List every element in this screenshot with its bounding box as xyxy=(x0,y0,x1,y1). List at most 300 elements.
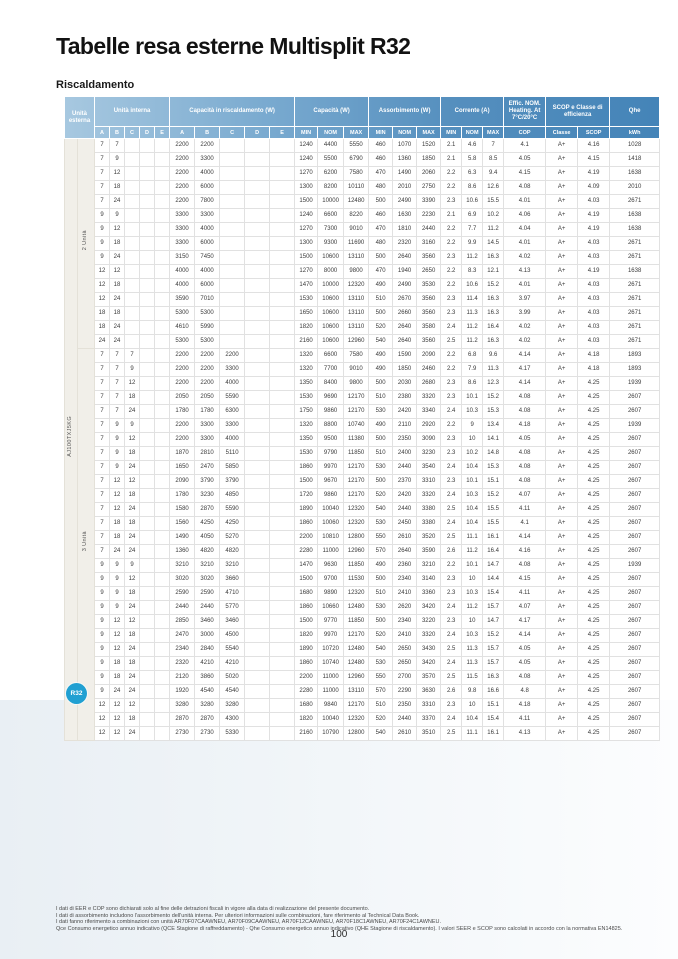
scop-value: 4.03 xyxy=(578,237,610,251)
capacity-value: 12320 xyxy=(344,517,369,531)
heating-capacity-value: 3280 xyxy=(170,699,195,713)
indoor-unit-size: 12 xyxy=(110,475,125,489)
indoor-unit-size: 7 xyxy=(95,489,110,503)
heating-capacity-value xyxy=(270,335,295,349)
capacity-value: 11000 xyxy=(318,685,344,699)
energy-class-value: A+ xyxy=(546,363,578,377)
heating-capacity-value: 3150 xyxy=(170,251,195,265)
capacity-value: 1500 xyxy=(295,195,318,209)
indoor-unit-size: 7 xyxy=(95,153,110,167)
capacity-value: 1820 xyxy=(295,629,318,643)
subheader-letter: A xyxy=(170,127,195,139)
indoor-unit-size: 9 xyxy=(95,587,110,601)
current-value: 15.1 xyxy=(483,699,504,713)
energy-class-value: A+ xyxy=(546,307,578,321)
absorption-value: 500 xyxy=(369,615,393,629)
capacity-value: 10110 xyxy=(344,181,369,195)
absorption-value: 1850 xyxy=(393,363,417,377)
absorption-value: 3430 xyxy=(417,643,441,657)
indoor-unit-size xyxy=(140,727,155,741)
qhe-value: 2671 xyxy=(610,237,660,251)
capacity-value: 9500 xyxy=(318,433,344,447)
table-row xyxy=(65,237,660,251)
indoor-unit-size xyxy=(155,391,170,405)
indoor-unit-size xyxy=(155,153,170,167)
heating-capacity-value xyxy=(270,517,295,531)
indoor-unit-size xyxy=(155,475,170,489)
indoor-unit-size xyxy=(125,139,140,153)
indoor-unit-size: 12 xyxy=(125,377,140,391)
absorption-value: 530 xyxy=(369,405,393,419)
indoor-unit-size xyxy=(125,223,140,237)
indoor-unit-size xyxy=(140,195,155,209)
indoor-unit-size: 12 xyxy=(95,293,110,307)
indoor-unit-size: 9 xyxy=(95,629,110,643)
current-value: 16.3 xyxy=(483,293,504,307)
heating-capacity-value: 2200 xyxy=(170,181,195,195)
energy-class-value: A+ xyxy=(546,643,578,657)
indoor-unit-size xyxy=(155,237,170,251)
qhe-value: 1939 xyxy=(610,419,660,433)
heating-capacity-value: 2200 xyxy=(170,195,195,209)
current-value: 2.5 xyxy=(441,531,462,545)
table-row xyxy=(65,391,660,405)
absorption-value: 510 xyxy=(369,447,393,461)
scop-value: 4.25 xyxy=(578,699,610,713)
heating-capacity-value xyxy=(245,545,270,559)
absorption-value: 2410 xyxy=(393,587,417,601)
scop-value: 4.25 xyxy=(578,713,610,727)
cop-value: 4.13 xyxy=(504,265,546,279)
indoor-unit-size: 9 xyxy=(95,601,110,615)
heating-capacity-value xyxy=(245,615,270,629)
cop-value: 4.07 xyxy=(504,489,546,503)
heating-capacity-value: 3460 xyxy=(220,615,245,629)
heating-capacity-value: 3020 xyxy=(170,573,195,587)
heating-capacity-value: 2200 xyxy=(170,363,195,377)
energy-class-value: A+ xyxy=(546,139,578,153)
capacity-value: 1530 xyxy=(295,293,318,307)
heating-capacity-value: 6300 xyxy=(220,405,245,419)
energy-class-value: A+ xyxy=(546,545,578,559)
qhe-value: 1939 xyxy=(610,559,660,573)
absorption-value: 3210 xyxy=(417,559,441,573)
capacity-value: 9860 xyxy=(318,405,344,419)
capacity-value: 5500 xyxy=(318,153,344,167)
group-label xyxy=(78,139,95,349)
indoor-unit-size xyxy=(155,251,170,265)
current-value: 16.1 xyxy=(483,727,504,741)
energy-class-value: A+ xyxy=(546,503,578,517)
indoor-unit-size xyxy=(125,321,140,335)
heating-capacity-value: 2590 xyxy=(195,587,220,601)
table-row xyxy=(65,489,660,503)
current-value: 2.5 xyxy=(441,671,462,685)
qhe-value: 2671 xyxy=(610,293,660,307)
current-value: 9 xyxy=(462,419,483,433)
indoor-unit-size: 12 xyxy=(95,265,110,279)
heating-capacity-value: 3210 xyxy=(170,559,195,573)
cop-value: 4.18 xyxy=(504,419,546,433)
heating-performance-table xyxy=(64,96,660,741)
current-value: 2.4 xyxy=(441,405,462,419)
current-value: 2.4 xyxy=(441,657,462,671)
indoor-unit-size xyxy=(125,209,140,223)
indoor-unit-size: 9 xyxy=(95,671,110,685)
energy-class-value: A+ xyxy=(546,279,578,293)
scop-value: 4.19 xyxy=(578,265,610,279)
indoor-unit-size xyxy=(125,293,140,307)
table-row xyxy=(65,251,660,265)
heating-capacity-value xyxy=(270,685,295,699)
table-row xyxy=(65,349,660,363)
heating-capacity-value xyxy=(220,307,245,321)
absorption-value: 490 xyxy=(369,363,393,377)
scop-value: 4.03 xyxy=(578,335,610,349)
heating-capacity-value xyxy=(270,223,295,237)
indoor-unit-size xyxy=(155,489,170,503)
current-value: 7.7 xyxy=(462,223,483,237)
capacity-value: 12960 xyxy=(344,671,369,685)
heating-capacity-value xyxy=(270,251,295,265)
indoor-unit-size xyxy=(155,223,170,237)
heating-capacity-value xyxy=(220,181,245,195)
cop-value: 4.06 xyxy=(504,209,546,223)
capacity-value: 2160 xyxy=(295,727,318,741)
absorption-value: 2490 xyxy=(393,195,417,209)
heating-capacity-value xyxy=(245,405,270,419)
absorption-value: 3370 xyxy=(417,713,441,727)
qhe-value: 2607 xyxy=(610,587,660,601)
absorption-value: 510 xyxy=(369,391,393,405)
capacity-value: 12320 xyxy=(344,713,369,727)
absorption-value: 550 xyxy=(369,531,393,545)
heating-capacity-value xyxy=(220,139,245,153)
scop-value: 4.25 xyxy=(578,643,610,657)
capacity-value: 7300 xyxy=(318,223,344,237)
current-value: 11.1 xyxy=(462,531,483,545)
indoor-unit-size xyxy=(125,237,140,251)
indoor-unit-size: 9 xyxy=(110,461,125,475)
capacity-value: 9010 xyxy=(344,223,369,237)
current-value: 2.3 xyxy=(441,615,462,629)
table-row xyxy=(65,293,660,307)
absorption-value: 500 xyxy=(369,377,393,391)
subheader-max: MAX xyxy=(417,127,441,139)
indoor-unit-size xyxy=(155,727,170,741)
scop-value: 4.03 xyxy=(578,195,610,209)
absorption-value: 3380 xyxy=(417,517,441,531)
indoor-unit-size: 9 xyxy=(95,223,110,237)
capacity-value: 9630 xyxy=(318,559,344,573)
capacity-value: 1890 xyxy=(295,643,318,657)
energy-class-value: A+ xyxy=(546,685,578,699)
absorption-value: 490 xyxy=(369,419,393,433)
heating-capacity-value: 4000 xyxy=(195,223,220,237)
table-row xyxy=(65,503,660,517)
qhe-value: 2607 xyxy=(610,391,660,405)
current-value: 8.3 xyxy=(462,265,483,279)
capacity-value: 1500 xyxy=(295,573,318,587)
table-row xyxy=(65,657,660,671)
indoor-unit-size: 24 xyxy=(125,545,140,559)
current-value: 8.5 xyxy=(483,153,504,167)
indoor-unit-size: 9 xyxy=(95,237,110,251)
current-value: 11.3 xyxy=(462,643,483,657)
heating-capacity-value: 5850 xyxy=(220,461,245,475)
absorption-value: 3310 xyxy=(417,475,441,489)
capacity-value: 13110 xyxy=(344,293,369,307)
absorption-value: 460 xyxy=(369,209,393,223)
indoor-unit-size: 7 xyxy=(95,475,110,489)
capacity-value: 1270 xyxy=(295,265,318,279)
heating-capacity-value xyxy=(270,293,295,307)
heating-capacity-value: 3300 xyxy=(170,223,195,237)
cop-value: 4.11 xyxy=(504,587,546,601)
cop-value: 4.17 xyxy=(504,363,546,377)
indoor-unit-size: 24 xyxy=(125,671,140,685)
capacity-value: 12170 xyxy=(344,391,369,405)
indoor-unit-size: 9 xyxy=(95,251,110,265)
current-value: 10.2 xyxy=(462,447,483,461)
subheader-letter: E xyxy=(155,127,170,139)
indoor-unit-size xyxy=(140,657,155,671)
absorption-value: 1630 xyxy=(393,209,417,223)
heating-capacity-value xyxy=(245,349,270,363)
absorption-value: 2920 xyxy=(417,419,441,433)
capacity-value: 1240 xyxy=(295,153,318,167)
capacity-value: 6790 xyxy=(344,153,369,167)
heating-capacity-value xyxy=(245,321,270,335)
absorption-value: 490 xyxy=(369,559,393,573)
heating-capacity-value: 2200 xyxy=(170,167,195,181)
indoor-unit-size: 7 xyxy=(95,363,110,377)
qhe-value: 2607 xyxy=(610,699,660,713)
qhe-value: 2607 xyxy=(610,671,660,685)
absorption-value: 490 xyxy=(369,349,393,363)
capacity-value: 9300 xyxy=(318,237,344,251)
table-row xyxy=(65,517,660,531)
qhe-value: 1638 xyxy=(610,209,660,223)
indoor-unit-size: 24 xyxy=(125,461,140,475)
cop-value: 4.07 xyxy=(504,601,546,615)
current-value: 10.2 xyxy=(483,209,504,223)
table-row xyxy=(65,167,660,181)
indoor-unit-size xyxy=(140,223,155,237)
current-value: 10.1 xyxy=(462,559,483,573)
indoor-unit-size: 7 xyxy=(95,503,110,517)
capacity-value: 8200 xyxy=(318,181,344,195)
cop-value: 4.14 xyxy=(504,377,546,391)
table-body xyxy=(65,139,660,741)
heating-capacity-value xyxy=(245,279,270,293)
heating-capacity-value xyxy=(270,447,295,461)
table-row xyxy=(65,685,660,699)
heating-capacity-value xyxy=(245,671,270,685)
capacity-value: 12480 xyxy=(344,657,369,671)
heating-capacity-value: 1780 xyxy=(195,405,220,419)
heating-capacity-value xyxy=(220,167,245,181)
energy-class-value: A+ xyxy=(546,615,578,629)
indoor-unit-size: 7 xyxy=(95,517,110,531)
capacity-value: 1750 xyxy=(295,405,318,419)
capacity-value: 12170 xyxy=(344,489,369,503)
header-corrente: Corrente (A) xyxy=(441,97,504,127)
heating-capacity-value xyxy=(270,279,295,293)
energy-class-value: A+ xyxy=(546,727,578,741)
current-value: 2.2 xyxy=(441,363,462,377)
footer-note: I dati fanno riferimento a combinazioni con unità AR70F07CAAWNEU, AR70F09CAAWNEU, AR70F12CAAWNEU, AR70F18C1AWNEU, AR70F24C1AWNEU. xyxy=(56,919,442,926)
indoor-unit-size: 9 xyxy=(110,419,125,433)
heating-capacity-value: 2320 xyxy=(170,657,195,671)
current-value: 5.8 xyxy=(462,153,483,167)
scop-value: 4.25 xyxy=(578,727,610,741)
indoor-unit-size xyxy=(140,573,155,587)
heating-capacity-value xyxy=(245,461,270,475)
absorption-value: 2440 xyxy=(393,713,417,727)
absorption-value: 570 xyxy=(369,545,393,559)
heating-capacity-value: 2340 xyxy=(170,643,195,657)
indoor-unit-size xyxy=(140,251,155,265)
current-value: 16.6 xyxy=(483,685,504,699)
heating-capacity-value xyxy=(245,587,270,601)
current-value: 16.1 xyxy=(483,531,504,545)
heating-capacity-value xyxy=(220,335,245,349)
indoor-unit-size: 12 xyxy=(110,223,125,237)
current-value: 10 xyxy=(462,433,483,447)
heating-capacity-value xyxy=(245,167,270,181)
scop-value: 4.25 xyxy=(578,391,610,405)
scop-value: 4.25 xyxy=(578,573,610,587)
qhe-value: 1893 xyxy=(610,363,660,377)
heating-capacity-value: 2200 xyxy=(220,349,245,363)
current-value: 2.4 xyxy=(441,629,462,643)
indoor-unit-size xyxy=(155,713,170,727)
heating-capacity-value xyxy=(270,503,295,517)
indoor-unit-size xyxy=(140,167,155,181)
energy-class-value: A+ xyxy=(546,531,578,545)
indoor-unit-size: 12 xyxy=(125,433,140,447)
absorption-value: 1070 xyxy=(393,139,417,153)
indoor-unit-size xyxy=(140,489,155,503)
indoor-unit-size xyxy=(155,167,170,181)
capacity-value: 9860 xyxy=(318,489,344,503)
heating-capacity-value: 6000 xyxy=(195,279,220,293)
indoor-unit-size xyxy=(155,573,170,587)
heating-capacity-value: 4000 xyxy=(170,279,195,293)
heating-capacity-value: 2050 xyxy=(195,391,220,405)
indoor-unit-size: 12 xyxy=(110,629,125,643)
heating-capacity-value: 3660 xyxy=(220,573,245,587)
indoor-unit-size: 12 xyxy=(110,489,125,503)
subheader-scop: SCOP xyxy=(578,127,610,139)
qhe-value: 2607 xyxy=(610,615,660,629)
capacity-value: 12170 xyxy=(344,475,369,489)
current-value: 10.4 xyxy=(462,503,483,517)
capacity-value: 5550 xyxy=(344,139,369,153)
heating-capacity-value: 1780 xyxy=(170,405,195,419)
absorption-value: 480 xyxy=(369,181,393,195)
table-row xyxy=(65,727,660,741)
absorption-value: 470 xyxy=(369,223,393,237)
current-value: 15.7 xyxy=(483,657,504,671)
current-value: 11.3 xyxy=(483,363,504,377)
absorption-value: 490 xyxy=(369,279,393,293)
heating-capacity-value: 4000 xyxy=(170,265,195,279)
indoor-unit-size xyxy=(140,545,155,559)
heating-capacity-value xyxy=(245,153,270,167)
indoor-unit-size: 12 xyxy=(110,167,125,181)
indoor-unit-size xyxy=(140,293,155,307)
indoor-unit-size xyxy=(140,363,155,377)
indoor-unit-size xyxy=(140,447,155,461)
qhe-value: 2010 xyxy=(610,181,660,195)
capacity-value: 10600 xyxy=(318,321,344,335)
current-value: 2.5 xyxy=(441,503,462,517)
absorption-value: 2380 xyxy=(393,391,417,405)
subheader-kwh: kWh xyxy=(610,127,660,139)
absorption-value: 2750 xyxy=(417,181,441,195)
heating-capacity-value xyxy=(270,587,295,601)
indoor-unit-size xyxy=(140,321,155,335)
capacity-value: 1350 xyxy=(295,377,318,391)
indoor-unit-size: 12 xyxy=(110,713,125,727)
heating-capacity-value xyxy=(245,657,270,671)
heating-capacity-value: 2870 xyxy=(170,713,195,727)
heating-capacity-value: 7010 xyxy=(195,293,220,307)
capacity-value: 10740 xyxy=(318,657,344,671)
energy-class-value: A+ xyxy=(546,419,578,433)
heating-capacity-value xyxy=(245,475,270,489)
heating-capacity-value xyxy=(245,251,270,265)
heating-capacity-value: 2870 xyxy=(195,713,220,727)
heating-capacity-value: 2120 xyxy=(170,671,195,685)
table-row xyxy=(65,671,660,685)
current-value: 2.3 xyxy=(441,293,462,307)
heating-capacity-value: 2090 xyxy=(170,475,195,489)
energy-class-value: A+ xyxy=(546,293,578,307)
heating-capacity-value: 2200 xyxy=(170,153,195,167)
subheader-letter: E xyxy=(270,127,295,139)
table-row xyxy=(65,433,660,447)
heating-capacity-value xyxy=(270,349,295,363)
current-value: 6.8 xyxy=(462,349,483,363)
absorption-value: 1360 xyxy=(393,153,417,167)
heating-capacity-value xyxy=(245,433,270,447)
capacity-value: 1500 xyxy=(295,475,318,489)
footer-note: Qce Consumo energetico annuo indicativo (QCE Stagione di raffreddamento) - Qhe Consumo energetico annuo indicativo (QHE Stagione di riscaldamento). I valori SEER e SCOP sono calcolati in accordo con la normativa EN14825. xyxy=(56,925,623,932)
indoor-unit-size: 9 xyxy=(125,559,140,573)
absorption-value: 3560 xyxy=(417,307,441,321)
absorption-value: 520 xyxy=(369,629,393,643)
capacity-value: 1270 xyxy=(295,167,318,181)
energy-class-value: A+ xyxy=(546,587,578,601)
absorption-value: 500 xyxy=(369,573,393,587)
indoor-unit-size: 9 xyxy=(110,559,125,573)
header-unita-interna: Unità interna xyxy=(95,97,170,127)
heating-capacity-value: 5110 xyxy=(220,447,245,461)
cop-value: 4.02 xyxy=(504,335,546,349)
indoor-unit-size xyxy=(155,279,170,293)
indoor-unit-size: 24 xyxy=(125,531,140,545)
header-group-row xyxy=(65,97,660,127)
subheader-max: MAX xyxy=(344,127,369,139)
capacity-value: 11380 xyxy=(344,433,369,447)
indoor-unit-size xyxy=(140,503,155,517)
capacity-value: 1720 xyxy=(295,489,318,503)
heating-capacity-value xyxy=(245,447,270,461)
indoor-unit-size xyxy=(155,349,170,363)
